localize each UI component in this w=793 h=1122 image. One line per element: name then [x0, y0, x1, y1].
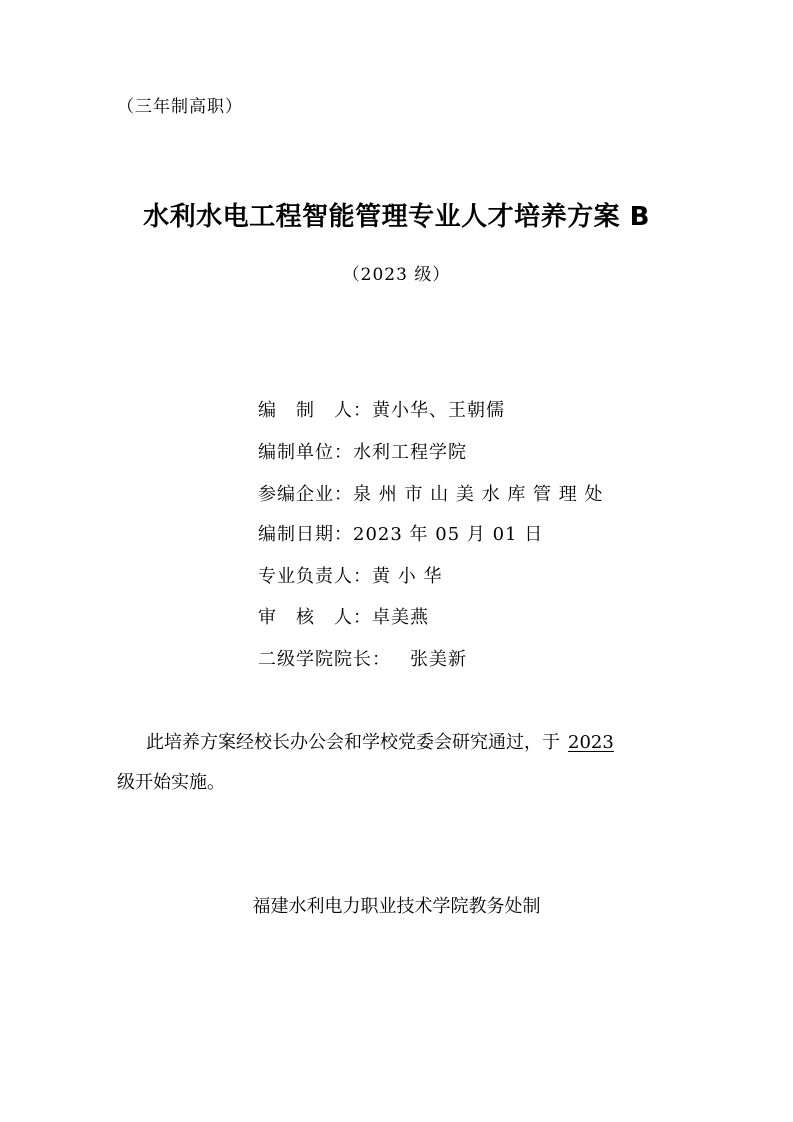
info-row-enterprise — [258, 480, 604, 506]
info-row-dean — [258, 645, 467, 671]
info-row-unit — [258, 438, 467, 464]
approval-statement — [146, 728, 614, 754]
info-value: 黄 小 华 — [372, 566, 443, 587]
info-label: 审 核 人： — [258, 607, 372, 628]
info-value: 泉 州 市 山 美 水 库 管 理 处 — [353, 484, 604, 505]
info-row-reviewer — [258, 603, 429, 629]
approval-continuation: 级开始实施。 — [117, 772, 225, 793]
info-row-date — [258, 520, 543, 546]
info-value: 黄小华、王朝儒 — [372, 400, 505, 421]
info-row-lead — [258, 562, 442, 588]
document-title: 水利水电工程智能管理专业人才培养方案 B — [143, 202, 650, 232]
info-value: 水利工程学院 — [353, 442, 467, 463]
info-label: 编 制 人： — [258, 400, 372, 421]
info-value: 张美新 — [391, 649, 467, 670]
issuer-footer: 福建水利电力职业技术学院教务处制 — [252, 896, 541, 917]
info-value: 卓美燕 — [372, 607, 429, 628]
info-label: 专业负责人： — [258, 566, 372, 587]
info-label: 二级学院院长： — [258, 649, 391, 670]
info-value: 2023 年 05 月 01 日 — [353, 524, 544, 545]
program-type: （三年制高职） — [117, 97, 243, 117]
info-row-compiler — [258, 396, 505, 422]
approval-year: 2023 — [568, 732, 614, 753]
approval-text: 此培养方案经校长办公会和学校党委会研究通过，于 — [146, 732, 560, 753]
grade-label: （2023 级） — [342, 265, 451, 285]
info-label: 参编企业： — [258, 484, 353, 505]
info-label: 编制单位： — [258, 442, 353, 463]
info-label: 编制日期： — [258, 524, 353, 545]
